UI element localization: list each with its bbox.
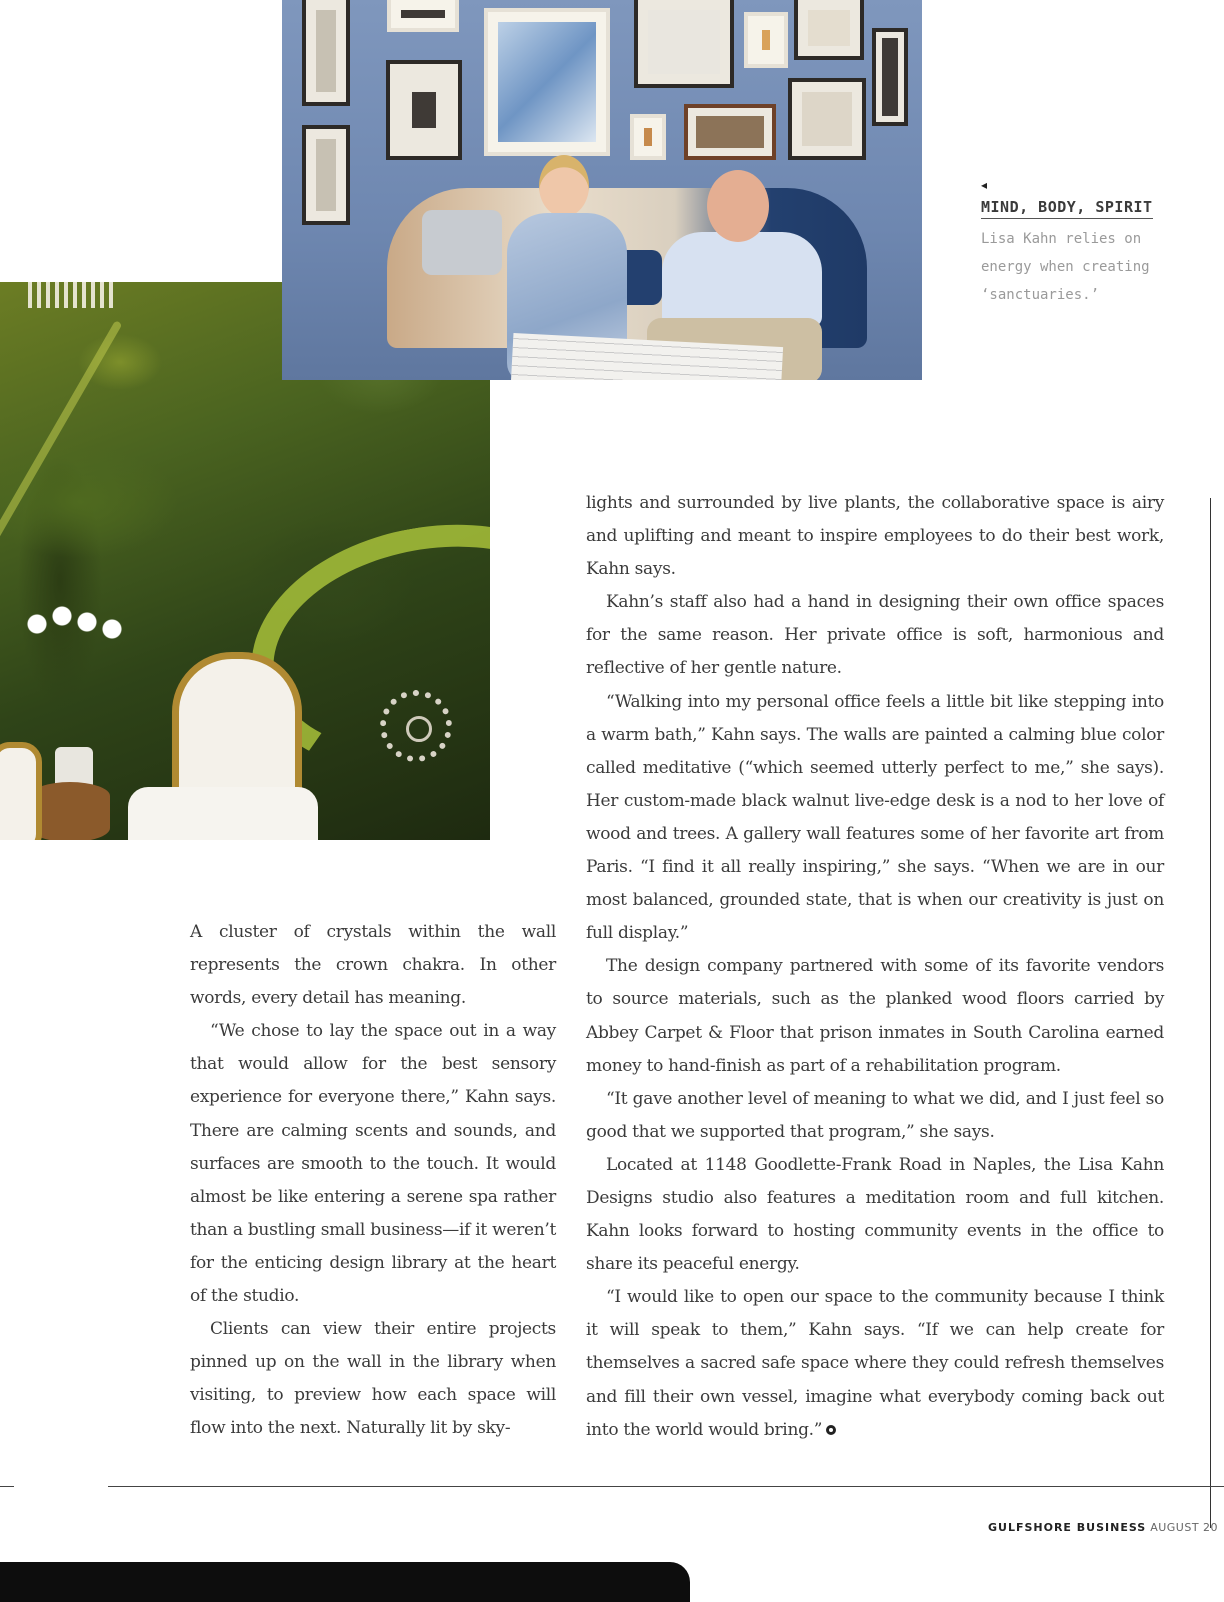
pillow — [422, 210, 502, 275]
caption-text: Lisa Kahn relies on energy when creating ‘sanctuaries.’ — [981, 231, 1150, 303]
wall-frame — [630, 114, 666, 160]
vertical-rule — [1210, 498, 1211, 1528]
end-mark-icon — [826, 1425, 836, 1435]
wall-frame — [684, 104, 776, 160]
article-column-left — [190, 916, 556, 1446]
wall-frame — [386, 60, 462, 160]
crystal-cluster — [380, 690, 452, 762]
moss-streak — [0, 320, 122, 584]
publication-name: GULFSHORE BUSINESS — [988, 1521, 1147, 1534]
blue-abstract-frame — [484, 8, 610, 156]
wood-stool — [30, 782, 110, 840]
page-footer — [988, 1521, 1218, 1534]
chair-left — [0, 742, 42, 840]
armchair-seat — [128, 787, 318, 840]
article-column-right — [586, 487, 1164, 1447]
footer-rule — [108, 1486, 1224, 1487]
caption-arrow-icon: ◂ — [981, 178, 988, 192]
photo-caption — [981, 178, 1191, 309]
wall-frame — [634, 0, 734, 88]
wall-frame — [788, 78, 866, 160]
paragraph-text: “I would like to open our space to the community because I think it will speak to them,” Kahn says. “If we can help create for themselves a sacred safe space where they could refresh themselves and fill their own vessel, imagine what everybody coming back out into the world would bring.” — [586, 1287, 1164, 1440]
paragraph: The design company partnered with some of its favorite vendors to source materials, such as the planked wood floors carried by Abbey Carpet & Floor that prison inmates in South Carolina earned money to hand-finish as part of a rehabilitation program. — [586, 956, 1164, 1076]
chandelier — [28, 282, 118, 308]
wall-frame — [302, 0, 350, 106]
caption-title: MIND, BODY, SPIRIT — [981, 198, 1153, 219]
paragraph: “We chose to lay the space out in a way that would allow for the best sensory experience for everyone there,” Kahn says. There are calming scents and sounds, and surfaces are smooth to the touch. It would almost be like entering a serene spa rather than a bustling small business—if it weren’t for the enticing design library at the heart of the studio. — [190, 1021, 556, 1307]
wall-frame — [794, 0, 864, 60]
paragraph: A cluster of crystals within the wall represents the crown chakra. In other words, every detail has meaning. — [190, 922, 556, 1009]
paragraph: Kahn’s staff also had a hand in designing their own office spaces for the same reason. Her private office is soft, harmonious and reflective of her gentle nature. — [586, 592, 1164, 679]
bottom-bar — [0, 1562, 690, 1602]
paragraph: Located at 1148 Goodlette-Frank Road in Naples, the Lisa Kahn Designs studio also features a meditation room and full kitchen. Kahn looks forward to hosting community events in the office to share its peaceful energy. — [586, 1154, 1164, 1275]
wall-frame — [872, 28, 908, 126]
paragraph-last — [586, 1281, 1164, 1446]
office-photo — [282, 0, 922, 380]
paragraph: “Walking into my personal office feels a little bit like stepping into a warm bath,” Kahn says. The walls are painted a calming blue color called meditative (“which seemed utterly perfect to me,” she says). Her custom-made black walnut live-edge desk is a nod to her love of wood and trees. A gallery wall features some of her favorite art from Paris. “I find it all really inspiring,” she says. “When we are in our most balanced, grounded state, that is when our creativity is just on full display.” — [586, 691, 1164, 944]
paragraph: lights and surrounded by live plants, the collaborative space is airy and uplifting and meant to inspire employees to do their best work, Kahn says. — [586, 493, 1164, 580]
issue-date: AUGUST 20 — [1150, 1521, 1219, 1534]
wall-frame — [302, 125, 350, 225]
wall-frame — [387, 0, 459, 32]
orchid-flowers — [22, 604, 132, 644]
paragraph: Clients can view their entire projects pinned up on the wall in the library when visiting, to preview how each space will flow into the next. Naturally lit by sky- — [190, 1319, 556, 1439]
rule-tick — [0, 1486, 14, 1487]
wall-frame — [744, 12, 788, 68]
paragraph: “It gave another level of meaning to what we did, and I just feel so good that we supported that program,” she says. — [586, 1088, 1164, 1142]
